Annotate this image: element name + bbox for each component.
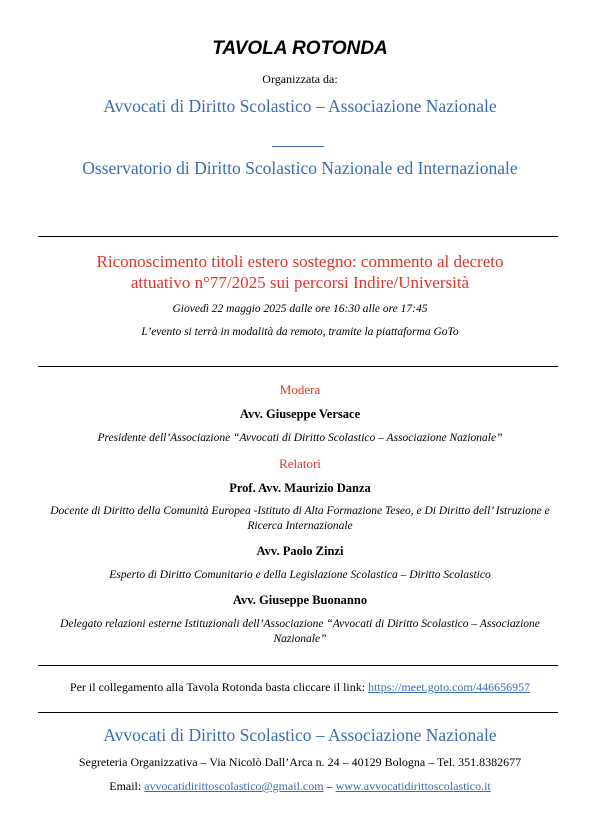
moderator-role: Presidente dell’Associazione “Avvocati di Diritto Scolastico – Associazione Nazionale” [97,432,503,444]
divider [38,712,558,713]
speaker-role: Esperto di Diritto Comunitario e della Legislazione Scolastica – Diritto Scolastico [109,569,491,581]
moderator-heading: Modera [279,382,321,397]
organizer-2: Osservatorio di Diritto Scolastico Nazionale ed Internazionale [82,158,518,178]
organizer-1: Avvocati di Diritto Scolastico – Associazione Nazionale [103,96,497,116]
event-topic-line-1: Riconoscimento titoli estero sostegno: commento al decreto [96,252,504,271]
speaker-name: Prof. Avv. Maurizio Danza [229,481,371,495]
short-divider [272,146,324,147]
event-mode: L’evento si terrà in modalità da remoto, tramite la piattaforma GoTo [141,326,459,338]
footer-organization: Avvocati di Diritto Scolastico – Associazione Nazionale [103,725,497,745]
page-title: TAVOLA ROTONDA [212,38,388,59]
speaker-name: Avv. Giuseppe Buonanno [232,593,368,607]
divider [38,236,558,237]
website-link[interactable]: www.avvocatidirittoscolastico.it [335,779,491,793]
speaker-name: Avv. Paolo Zinzi [256,544,344,558]
link-line [0,680,600,695]
contact-separator: – [323,779,336,793]
speakers-heading: Relatori [279,456,321,471]
divider [38,366,558,367]
email-link[interactable]: avvocatidirittoscolastico@gmail.com [144,779,324,793]
footer-address: Segreteria Organizzativa – Via Nicolò Dall’Arca n. 24 – 40129 Bologna – Tel. 351.8382677 [78,755,522,769]
event-datetime: Giovedì 22 maggio 2025 dalle ore 16:30 alle ore 17:45 [172,303,428,315]
speaker-role: Delegato relazioni esterne Istituzionali dell’Associazione “Avvocati di Diritto Scolastico – Associazione Nazionale” [60,618,540,645]
divider [38,665,558,666]
footer-contacts [0,779,600,794]
link-text: Per il collegamento alla Tavola Rotonda basta cliccare il link: [69,680,369,694]
email-label: Email: [109,779,145,793]
moderator-name: Avv. Giuseppe Versace [239,407,361,421]
organized-by-label: Organizzata da: [262,72,338,86]
speaker-role: Docente di Diritto della Comunità Europea -Istituto di Alta Formazione Teseo, e Di Diritto dell’ Istruzione e Ricerca Internazionale [50,505,550,532]
meeting-link[interactable]: https://meet.goto.com/446656957 [368,680,531,694]
event-topic-line-2: attuativo n°77/2025 sui percorsi Indire/Università [130,273,470,292]
